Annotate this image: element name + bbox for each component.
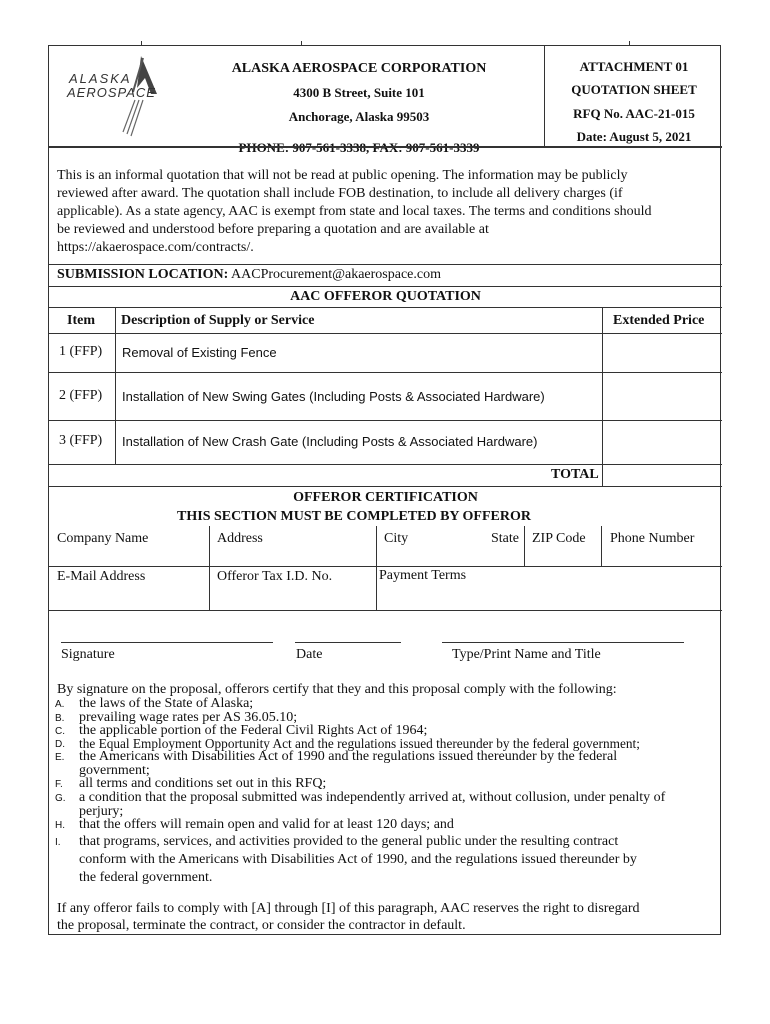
terms-item-letter: D. [55, 739, 65, 750]
column-divider [115, 307, 116, 464]
column-header-extended-price: Extended Price [613, 313, 705, 328]
company-phone: PHONE: 907-561-3338, FAX: 907-561-3339 [238, 140, 480, 155]
payment-terms-field[interactable]: Payment Terms [379, 568, 467, 583]
price-input-row-1[interactable] [604, 334, 721, 371]
date-label: Date [296, 647, 323, 662]
row-item-number: 2 (FFP) [59, 388, 103, 403]
terms-closing [57, 900, 640, 934]
company-address-line1: 4300 B Street, Suite 101 [293, 85, 425, 100]
intro-contracts-link[interactable]: https://akaerospace.com/contracts/. [57, 240, 254, 255]
divider [49, 264, 722, 265]
column-divider [524, 526, 525, 566]
terms-item-line: conform with the Americans with Disabilities Act of 1990, and the regulations issued thereunder by [79, 852, 637, 867]
terms-item [55, 750, 617, 778]
phone-number-field[interactable]: Phone Number [610, 531, 695, 546]
divider [49, 486, 722, 487]
column-divider [376, 526, 377, 610]
print-name-label: Type/Print Name and Title [452, 647, 601, 662]
column-divider [209, 526, 210, 610]
certification-subtitle: THIS SECTION MUST BE COMPLETED BY OFFEROR [177, 509, 531, 524]
logo-text-aerospace: AEROSPACE [67, 85, 156, 100]
company-name: ALASKA AEROSPACE CORPORATION [231, 61, 487, 76]
divider [49, 146, 722, 148]
terms-item-line: perjury; [79, 804, 124, 819]
intro-paragraph [57, 167, 651, 257]
terms-item [55, 818, 454, 833]
total-label: TOTAL [551, 467, 599, 482]
intro-line: be reviewed and understood before preparing a quotation and are available at [57, 222, 489, 237]
row-description: Installation of New Swing Gates (Including Posts & Associated Hardware) [122, 389, 545, 404]
terms-closing-line: If any offeror fails to comply with [A] through [I] of this paragraph, AAC reserves the right to disregard [57, 901, 640, 916]
price-input-row-2[interactable] [604, 373, 721, 419]
city-field[interactable]: City [384, 531, 409, 546]
terms-item-text: the laws of the State of Alaska; [79, 696, 254, 711]
quotation-sheet-page [48, 45, 721, 935]
terms-item-text [79, 750, 617, 778]
intro-line: applicable). As a state agency, AAC is exempt from state and local taxes. The terms and conditions should [57, 204, 652, 219]
quotation-title: AAC OFFEROR QUOTATION [290, 289, 481, 304]
certification-title: OFFEROR CERTIFICATION [293, 490, 478, 505]
price-input-row-3[interactable] [604, 421, 721, 463]
quotation-sheet-label: QUOTATION SHEET [571, 82, 697, 97]
terms-intro: By signature on the proposal, offerors certify that they and this proposal comply with the following: [57, 682, 617, 697]
rfq-date: Date: August 5, 2021 [576, 129, 692, 144]
terms-item-letter: B. [55, 713, 65, 724]
terms-item-line: a condition that the proposal submitted was independently arrived at, without collusion, under penalty of [79, 790, 666, 805]
signature-label: Signature [61, 647, 115, 662]
logo-text-alaska: ALASKA [69, 71, 132, 86]
top-tick [301, 41, 302, 46]
column-header-item: Item [67, 313, 95, 328]
intro-line: This is an informal quotation that will not be read at public opening. The information may be publicly [57, 168, 628, 183]
terms-item-letter: H. [55, 820, 65, 831]
terms-item-line: government; [79, 763, 150, 778]
header-divider [544, 46, 545, 146]
row-description: Removal of Existing Fence [122, 345, 277, 360]
terms-item-letter: C. [55, 726, 65, 737]
email-address-field[interactable]: E-Mail Address [57, 569, 146, 584]
terms-item-text: the applicable portion of the Federal Civil Rights Act of 1964; [79, 723, 428, 738]
terms-item-letter: F. [55, 779, 63, 790]
print-name-line[interactable] [442, 642, 684, 643]
zip-code-field[interactable]: ZIP Code [532, 531, 586, 546]
attachment-label: ATTACHMENT 01 [579, 59, 689, 74]
address-field[interactable]: Address [217, 531, 263, 546]
total-price-input[interactable] [604, 465, 721, 485]
terms-item-text: the Equal Employment Opportunity Act and the regulations issued thereunder by the federal government; [79, 736, 640, 751]
terms-item [55, 791, 665, 819]
terms-item-line: the Americans with Disabilities Act of 1990 and the regulations issued thereunder by the federal [79, 749, 618, 764]
top-tick [629, 41, 630, 46]
top-tick [141, 41, 142, 46]
terms-item-letter: E. [55, 752, 65, 763]
divider [49, 566, 722, 567]
company-logo [61, 52, 171, 147]
row-item-number: 1 (FFP) [59, 344, 103, 359]
terms-item [55, 833, 637, 887]
terms-item-line: the federal government. [79, 870, 213, 885]
submission-label: SUBMISSION LOCATION: [57, 267, 229, 282]
terms-item-text: all terms and conditions set out in this RFQ; [79, 776, 327, 791]
divider [49, 286, 722, 287]
submission-email-link[interactable]: AACProcurement@akaerospace.com [231, 267, 441, 282]
row-description: Installation of New Crash Gate (Including Posts & Associated Hardware) [122, 434, 538, 449]
divider [49, 610, 722, 611]
submission-location [57, 267, 441, 283]
column-header-description: Description of Supply or Service [121, 313, 315, 328]
terms-item-letter: A. [55, 699, 65, 710]
column-divider [601, 526, 602, 566]
terms-closing-line: the proposal, terminate the contract, or consider the contractor in default. [57, 918, 466, 933]
terms-item-text [79, 791, 665, 819]
company-name-field[interactable]: Company Name [57, 531, 149, 546]
tax-id-field[interactable]: Offeror Tax I.D. No. [217, 569, 333, 584]
row-item-number: 3 (FFP) [59, 433, 103, 448]
terms-item-text: prevailing wage rates per AS 36.05.10; [79, 710, 298, 725]
terms-item-line: that programs, services, and activities provided to the general public under the resulting contract [79, 834, 619, 849]
terms-item-text: that the offers will remain open and valid for at least 120 days; and [79, 817, 454, 832]
terms-item-text [79, 833, 637, 887]
state-field[interactable]: State [491, 531, 519, 546]
company-address-line2: Anchorage, Alaska 99503 [288, 109, 430, 124]
terms-item-letter: G. [55, 793, 66, 804]
signature-line[interactable] [61, 642, 273, 643]
rfq-number: RFQ No. AAC-21-015 [573, 106, 695, 121]
divider [49, 307, 722, 308]
terms-item-letter: I. [55, 837, 61, 848]
date-line[interactable] [295, 642, 401, 643]
intro-line: reviewed after award. The quotation shall include FOB destination, to include all delivery charges (if [57, 186, 623, 201]
